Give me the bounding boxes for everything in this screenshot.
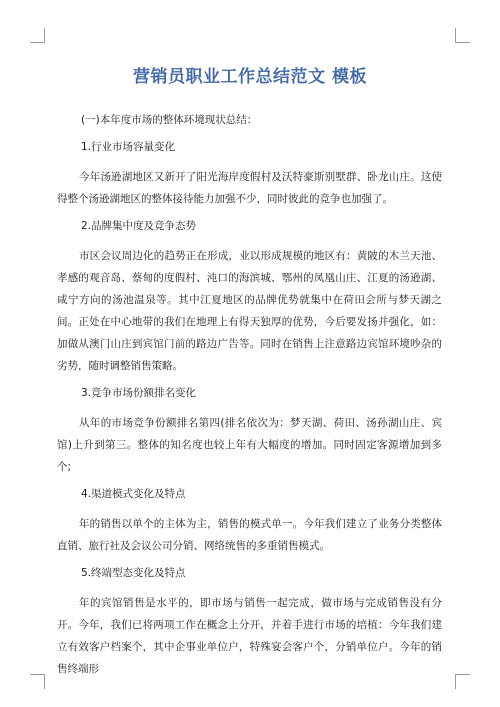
paragraph-channel-mode: 年的销售以单个的主体为主，销售的模式单一。今年我们建立了业务分类整体直销、旅行社及会议公司分销、网络统售的多重销售模式。 (57, 518, 442, 552)
subheading-terminal-form: 5.终端型态变化及特点 (81, 567, 186, 579)
paragraph-terminal-form: 年的宾馆销售是水平的，即市场与销售一起完成，做市场与完成销售没有分开。今年，我们已将两项工作在概念上分开，并着手进行市场的培植：今年我们建立有效客户档案个，其中企事业单位户，特殊宴会客户个，分销单位户。今年的销售终端形 (57, 597, 442, 675)
paragraph-market-share: 从年的市场竞争份额排名第四(排名依次为：梦天湖、荷田、汤孙湖山庄、宾馆)上升到第三。整体的知名度也较上年有大幅度的增加。同时固定客源增加到多个; (57, 417, 442, 473)
crop-mark-top-right (455, 28, 470, 43)
crop-mark-bottom-left (30, 674, 45, 689)
section-heading: (一)本年度市场的整体环境现状总结： (81, 114, 258, 126)
paragraph-brand-concentration: 市区会议周边化的趋势正在形成，业以形成规模的地区有：黄陂的木兰天池、孝感的观音岛、蔡甸的度假村、沌口的海滨城、鄂州的凤凰山庄、江夏的汤逊湖、咸宁方向的汤池温泉等。其中江夏地区的品牌优势就集中在荷田会所与梦天湖之间。正处在中心地带的我们在地理上有得天独厚的优势，今后要发扬并强化，如：加做从澳门山庄到宾馆门前的路边广告等。同时在销售上注意路边宾馆环境吵杂的劣势，随时调整销售策略。 (57, 250, 442, 372)
crop-mark-top-left (30, 28, 45, 43)
document-body (57, 112, 442, 688)
subheading-brand-concentration: 2.品牌集中度及竞争态势 (81, 220, 197, 232)
subheading-channel-mode: 4.渠道模式变化及特点 (81, 488, 186, 500)
subheading-market-capacity: 1.行业市场容量变化 (81, 141, 176, 153)
document-title: 营销员职业工作总结范文 模板 (133, 67, 367, 87)
paragraph-market-capacity: 今年汤逊湖地区又新开了阳光海岸度假村及沃特豪斯别墅群、卧龙山庄。这使得整个汤逊湖地区的整体接待能力加强不少，同时彼此的竞争也加强了。 (57, 171, 442, 205)
crop-mark-bottom-right (455, 674, 470, 689)
subheading-market-share: 3.竞争市场份额排名变化 (81, 387, 197, 399)
